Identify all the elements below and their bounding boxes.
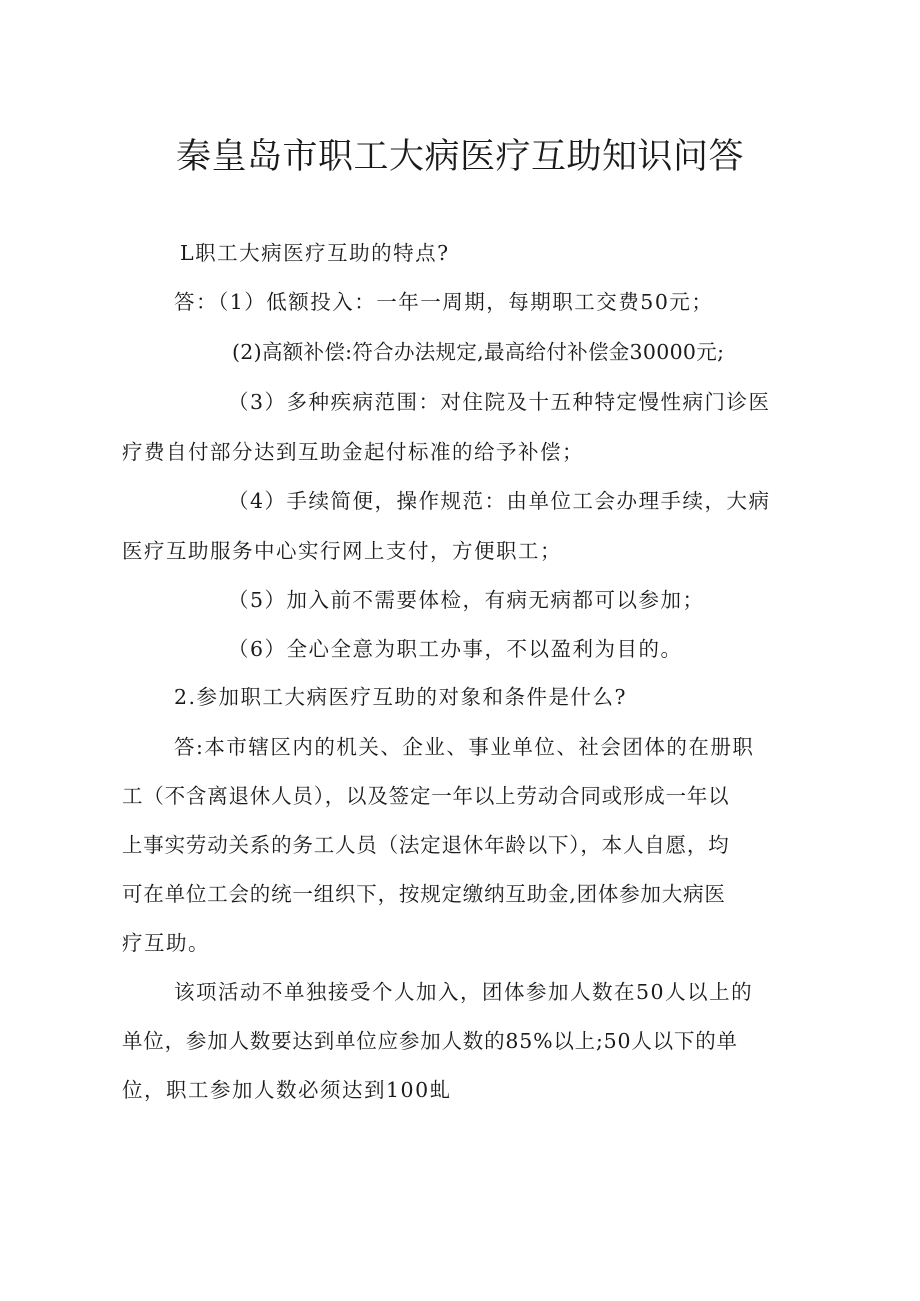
- answer-1-point-4-line-1: （4）手续简便，操作规范：由单位工会办理手续，大病: [228, 489, 771, 513]
- answer-1-point-3-line-2: 疗费自付部分达到互助金起付标准的给予补偿；: [122, 440, 584, 464]
- answer-2-line-3: 上事实劳动关系的务工人员（法定退休年龄以下），本人自愿，均: [122, 833, 730, 857]
- question-2-heading: 2.参加职工大病医疗互助的对象和条件是什么?: [174, 685, 628, 709]
- answer-1-point-1: 答：（1）低额投入：一年一周期，每期职工交费50元；: [174, 290, 714, 314]
- answer-2-line-2: 工（不含离退休人员），以及签定一年以上劳动合同或形成一年以: [122, 784, 730, 808]
- paragraph-3-line-2: 单位，参加人数要达到单位应参加人数的85%以上;50人以下的单: [122, 1029, 738, 1053]
- answer-2-line-4: 可在单位工会的统一组织下，按规定缴纳互助金,团体参加大病医: [122, 882, 726, 906]
- answer-1-point-3-line-1: （3）多种疾病范围：对住院及十五种特定慢性病门诊医: [228, 390, 771, 414]
- answer-2-line-1: 答:本市辖区内的机关、企业、事业单位、社会团体的在册职: [174, 735, 755, 759]
- answer-1-point-5: （5）加入前不需要体检，有病无病都可以参加；: [228, 588, 705, 612]
- answer-1-point-6: （6）全心全意为职工办事，不以盈利为目的。: [228, 637, 683, 661]
- answer-2-line-5: 疗互助。: [122, 931, 210, 955]
- paragraph-3-line-1: 该项活动不单独接受个人加入，团体参加人数在50人以上的: [174, 980, 754, 1004]
- answer-1-point-2: (2)高额补偿:符合办法规定,最高给付补偿金30000元;: [232, 340, 725, 364]
- paragraph-3-line-3: 位，职工参加人数必须达到100虬: [122, 1078, 452, 1102]
- answer-1-point-4-line-2: 医疗互助服务中心实行网上支付，方便职工；: [122, 539, 562, 563]
- question-1-heading: L职工大病医疗互助的特点?: [180, 241, 450, 265]
- document-title: 秦皇岛市职工大病医疗互助知识问答: [175, 137, 744, 177]
